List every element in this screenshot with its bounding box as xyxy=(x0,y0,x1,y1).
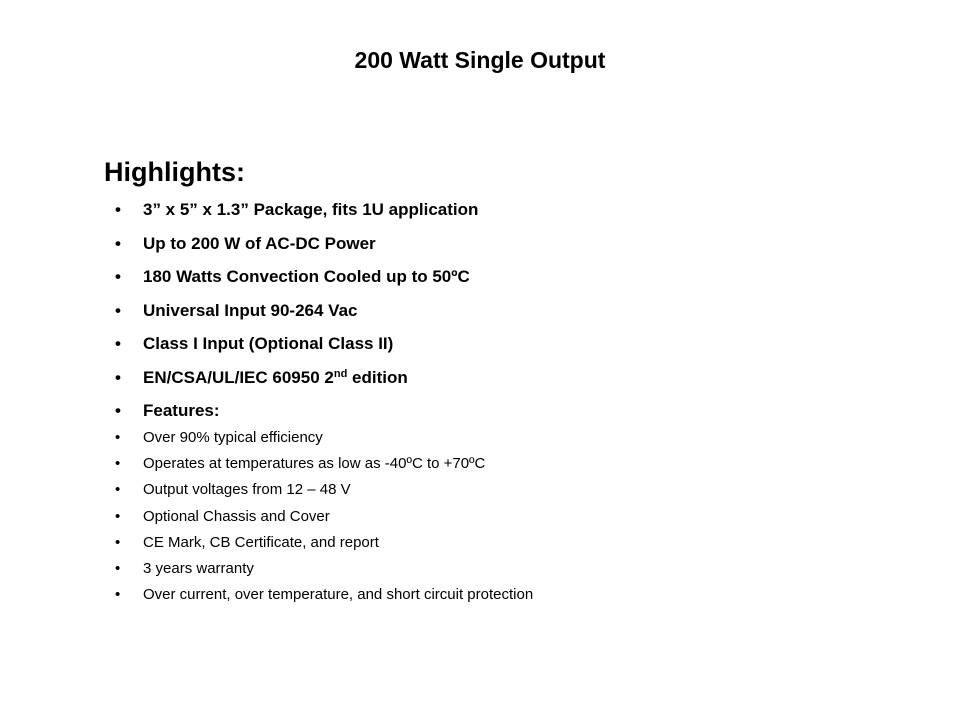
bullet-icon: • xyxy=(115,233,121,253)
feature-item xyxy=(115,559,815,579)
bullet-icon: • xyxy=(115,481,121,499)
highlights-heading: Highlights: xyxy=(104,157,245,187)
bullet-icon: • xyxy=(115,507,121,525)
feature-text: CE Mark, CB Certificate, and report xyxy=(143,533,379,551)
feature-text: 3 years warranty xyxy=(143,559,254,577)
features-label: Features: xyxy=(143,401,220,420)
feature-text: Output voltages from 12 – 48 V xyxy=(143,481,351,499)
bullet-icon: • xyxy=(115,586,121,604)
features-list xyxy=(115,428,815,611)
feature-text: Optional Chassis and Cover xyxy=(143,507,330,525)
standard-superscript: nd xyxy=(333,367,348,380)
highlight-item xyxy=(115,299,875,322)
bullet-icon: • xyxy=(115,300,121,320)
bullet-icon: • xyxy=(115,200,121,219)
highlight-text: 180 Watts Convection Cooled up to 50ºC xyxy=(143,267,470,286)
standard-suffix: edition xyxy=(347,367,408,387)
standard-item xyxy=(115,366,875,389)
highlight-item xyxy=(115,198,875,221)
bullet-icon: • xyxy=(115,334,121,353)
highlights-list xyxy=(115,198,875,604)
feature-item xyxy=(115,533,815,553)
feature-text: Over 90% typical efficiency xyxy=(143,429,323,446)
bullet-icon: • xyxy=(115,559,121,577)
feature-text: Over current, over temperature, and short circuit protection xyxy=(143,586,534,604)
bullet-icon: • xyxy=(115,401,121,420)
bullet-icon: • xyxy=(115,533,121,551)
highlight-text: Class I Input (Optional Class II) xyxy=(143,334,394,353)
slide-title: 200 Watt Single Output xyxy=(354,47,606,73)
highlight-item xyxy=(115,332,875,355)
feature-item xyxy=(115,428,815,448)
highlight-text: Universal Input 90-264 Vac xyxy=(143,300,358,320)
highlight-text: 3” x 5” x 1.3” Package, fits 1U application xyxy=(143,200,479,219)
features-item xyxy=(115,399,875,604)
feature-item xyxy=(115,480,815,500)
bullet-icon: • xyxy=(115,367,121,387)
standard-text: EN/CSA/UL/IEC 60950 2 xyxy=(143,367,334,387)
highlight-item xyxy=(115,232,875,255)
feature-item xyxy=(115,454,815,474)
feature-item xyxy=(115,507,815,527)
feature-item xyxy=(115,585,815,605)
feature-text: Operates at temperatures as low as -40ºC to +70ºC xyxy=(143,455,486,473)
highlight-item xyxy=(115,265,875,288)
bullet-icon: • xyxy=(115,267,121,286)
bullet-icon: • xyxy=(115,429,121,446)
highlight-text: Up to 200 W of AC-DC Power xyxy=(143,233,376,253)
bullet-icon: • xyxy=(115,455,121,473)
